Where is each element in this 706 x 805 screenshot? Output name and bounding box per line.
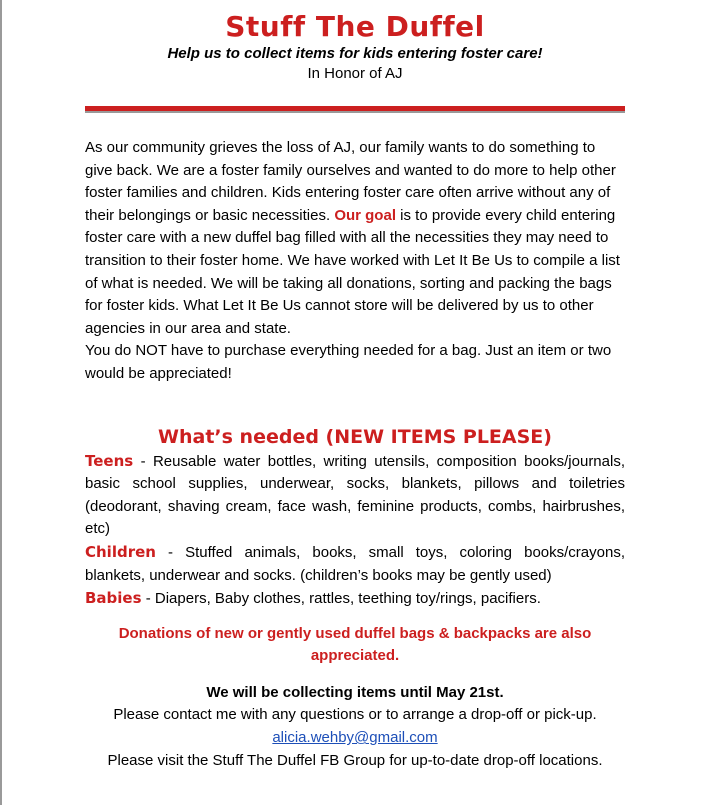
deadline: We will be collecting items until May 21st. bbox=[206, 683, 504, 701]
intro-text-before: As our community grieves the loss of AJ, our family wants to do something to give back. We are a foster family ourselves and wanted to do more to help other foster families and children. Kids entering foster care often arrive without any of their belongings or basic necessities. bbox=[85, 139, 616, 224]
category-label: Teens bbox=[85, 451, 134, 470]
page-border bbox=[0, 0, 2, 805]
intro-paragraph bbox=[85, 137, 625, 386]
category-label: Children bbox=[85, 542, 156, 561]
category-items: - Diapers, Baby clothes, rattles, teething toy/rings, pacifiers. bbox=[141, 590, 541, 608]
visit-line: Please visit the Stuff The Duffel FB Group for up-to-date drop-off locations. bbox=[107, 751, 603, 769]
list-item-babies bbox=[85, 587, 625, 611]
category-items: - Reusable water bottles, writing utensils, composition books/journals, basic school supplies, underwear, socks, blankets, pillows and toiletries (deodorant, shaving cream, face wash, feminine products, combs, hairbrushes, etc) bbox=[85, 452, 625, 538]
needed-heading: What’s needed (NEW ITEMS PLEASE) bbox=[158, 425, 552, 448]
category-items: - Stuffed animals, books, small toys, coloring books/crayons, blankets, underwear and socks. (children’s books may be gently used) bbox=[85, 543, 625, 584]
email-link[interactable]: alicia.wehby@gmail.com bbox=[272, 729, 438, 747]
needed-list bbox=[85, 450, 625, 611]
intro-text-after: is to provide every child entering foster care with a new duffel bag filled with all the necessities they may need to transition to their foster home. We have worked with Let It Be Us to compile a list of what is needed. We will be taking all donations, sorting and packing the bags for foster kids. What Let It Be Us cannot store will be delivered by us to other agencies in our area and state. bbox=[85, 206, 620, 337]
divider bbox=[85, 106, 625, 113]
category-label: Babies bbox=[85, 589, 142, 608]
subtitle: Help us to collect items for kids entering foster care! bbox=[167, 45, 543, 62]
honor-line: In Honor of AJ bbox=[307, 65, 403, 82]
goal-label: Our goal bbox=[334, 206, 396, 224]
footer bbox=[85, 682, 625, 772]
intro-note: You do NOT have to purchase everything needed for a bag. Just an item or two would be appreciated! bbox=[85, 342, 612, 382]
list-item-teens bbox=[85, 450, 625, 541]
donations-note: Donations of new or gently used duffel bags & backpacks are also appreciated. bbox=[118, 624, 592, 665]
page-title: Stuff The Duffel bbox=[225, 10, 485, 43]
contact-line: Please contact me with any questions or to arrange a drop-off or pick-up. bbox=[113, 706, 597, 724]
list-item-children bbox=[85, 541, 625, 587]
flyer-page bbox=[85, 0, 625, 772]
